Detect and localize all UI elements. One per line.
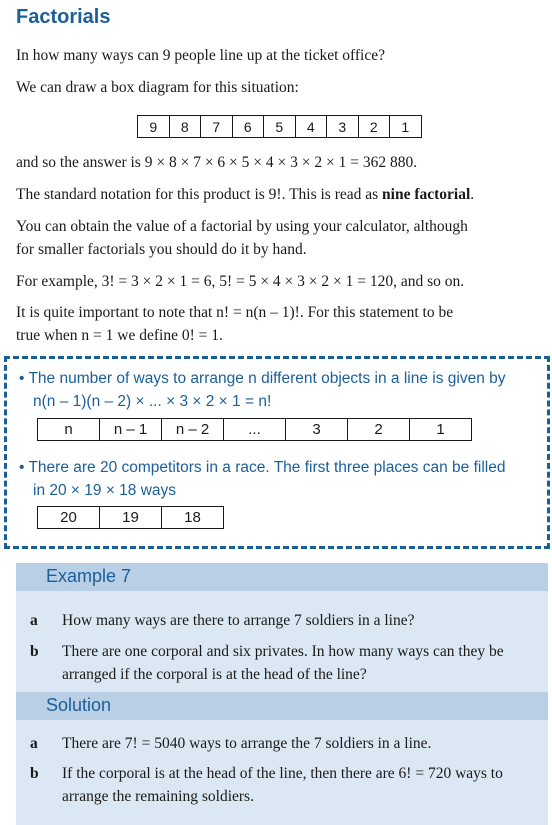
item-label: b: [30, 765, 39, 782]
box-diagram-intro: We can draw a box diagram for this situation:: [16, 79, 299, 96]
important-paragraph: [16, 301, 536, 347]
box-cell: 9: [137, 115, 170, 138]
box-cell: ...: [224, 418, 286, 441]
key-points-box: [4, 356, 550, 549]
box-cell: n – 1: [100, 418, 162, 441]
calculator-paragraph: [16, 215, 536, 261]
item-label: b: [30, 643, 39, 660]
box-cell: 19: [100, 506, 162, 529]
page-title: Factorials: [16, 6, 111, 28]
box-diagram-race: [37, 506, 224, 529]
box-cell: 1: [390, 115, 422, 138]
example-item-a: [30, 609, 542, 632]
box-cell: 4: [296, 115, 328, 138]
box-cell: 5: [264, 115, 296, 138]
notation-bold: nine factorial: [382, 186, 471, 203]
box-cell: 3: [286, 418, 348, 441]
example-line: For example, 3! = 3 × 2 × 1 = 6, 5! = 5 × 4 × 3 × 2 × 1 = 120, and so on.: [16, 273, 465, 290]
item-text: There are one corporal and six privates. In how many ways can they be arranged if the corporal is at the head of the line?: [62, 643, 504, 683]
box-cell: 2: [359, 115, 391, 138]
box-diagram-n-objects: [37, 418, 472, 441]
calculator-line-2: for smaller factorials you should do it by hand.: [16, 241, 307, 258]
box-cell: 2: [348, 418, 410, 441]
important-line-2: true when n = 1 we define 0! = 1.: [16, 327, 223, 344]
intro-question: In how many ways can 9 people line up at the ticket office?: [16, 47, 386, 64]
example-item-b: [30, 640, 542, 686]
key-point-2-line-1: • There are 20 competitors in a race. The first three places can be filled: [19, 459, 506, 476]
answer-line: and so the answer is 9 × 8 × 7 × 6 × 5 × 4 × 3 × 2 × 1 = 362 880.: [16, 154, 418, 171]
solution-item-b: [30, 762, 542, 808]
box-cell: 8: [170, 115, 202, 138]
important-line-1: It is quite important to note that n! = n(n – 1)!. For this statement to be: [16, 304, 454, 321]
box-diagram-9-people: [137, 115, 422, 138]
key-point-1-line-2: n(n – 1)(n – 2) × ... × 3 × 2 × 1 = n!: [33, 393, 272, 410]
item-text: There are 7! = 5040 ways to arrange the 7 soldiers in a line.: [62, 735, 432, 752]
example-heading: Example 7: [46, 566, 132, 586]
key-point-1: [19, 367, 506, 413]
notation-paragraph: [16, 183, 536, 206]
key-point-2: [19, 456, 505, 502]
box-cell: 3: [327, 115, 359, 138]
notation-post: .: [470, 186, 475, 203]
item-text: If the corporal is at the head of the line, then there are 6! = 720 ways to arrange the remaining soldiers.: [62, 765, 503, 805]
solution-item-a: [30, 732, 542, 755]
notation-pre: The standard notation for this product is 9!. This is read as: [16, 186, 383, 203]
box-cell: n – 2: [162, 418, 224, 441]
item-text: How many ways are there to arrange 7 soldiers in a line?: [62, 612, 415, 629]
solution-heading: Solution: [46, 695, 112, 715]
box-cell: n: [37, 418, 100, 441]
box-cell: 1: [410, 418, 472, 441]
box-cell: 6: [233, 115, 265, 138]
solution-heading-bar: [16, 692, 548, 720]
key-point-2-line-2: in 20 × 19 × 18 ways: [33, 482, 177, 499]
example-heading-bar: [16, 563, 548, 591]
box-cell: 18: [162, 506, 224, 529]
calculator-line-1: You can obtain the value of a factorial by using your calculator, although: [16, 218, 468, 235]
box-cell: 20: [37, 506, 100, 529]
item-label: a: [30, 612, 38, 629]
example-panel: [16, 563, 548, 825]
key-point-1-line-1: • The number of ways to arrange n different objects in a line is given by: [19, 370, 506, 387]
box-cell: 7: [201, 115, 233, 138]
item-label: a: [30, 735, 38, 752]
